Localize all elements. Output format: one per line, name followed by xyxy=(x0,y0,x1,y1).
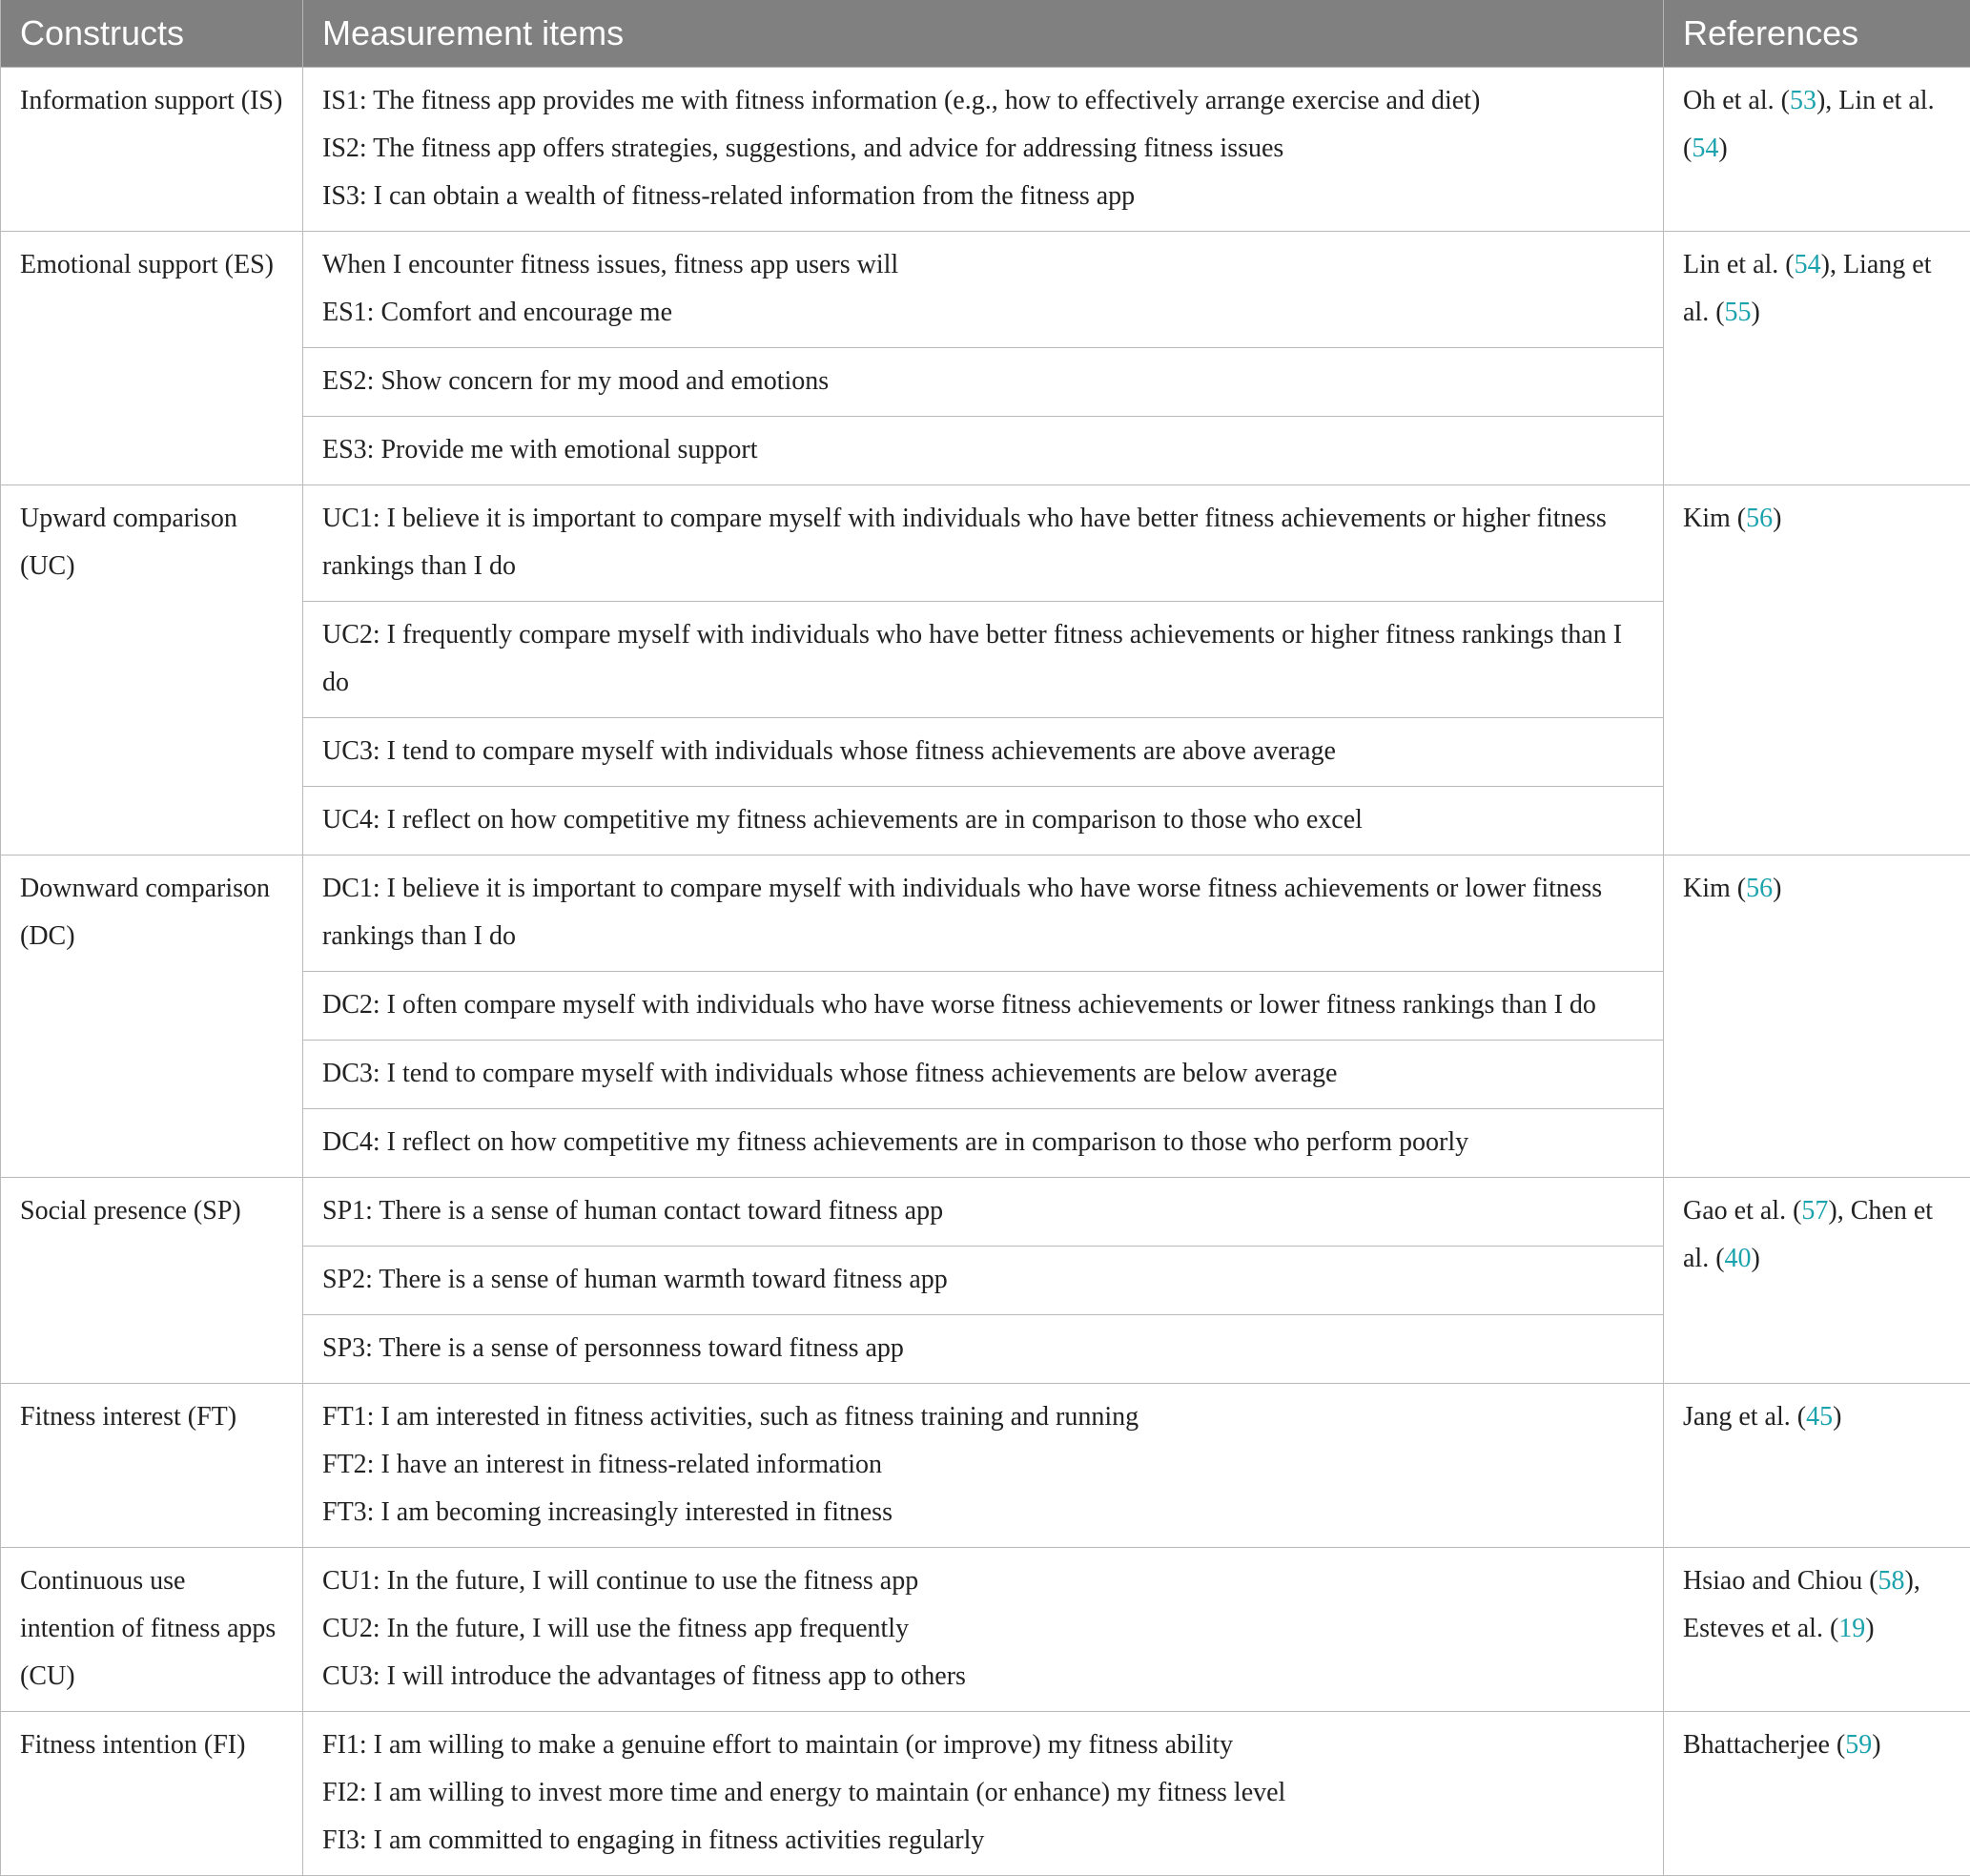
header-row xyxy=(1,0,1970,68)
measurement-item-cell xyxy=(303,856,1664,972)
reference-link[interactable]: 53 xyxy=(1790,86,1816,115)
reference-text: ), Liang et al. ( xyxy=(1683,250,1931,327)
measurement-item-cell xyxy=(303,1109,1664,1178)
reference-text: Bhattacherjee ( xyxy=(1683,1730,1845,1760)
reference-text: Hsiao and Chiou ( xyxy=(1683,1566,1878,1596)
reference-link[interactable]: 59 xyxy=(1845,1730,1872,1760)
measurement-item: FT2: I have an interest in fitness-related information xyxy=(322,1441,1644,1489)
measurement-item: DC2: I often compare myself with individuals who have worse fitness achievements or lower fitness rankings than I do xyxy=(322,981,1644,1029)
table-row xyxy=(1,232,1970,348)
reference-text: ), Lin et al. ( xyxy=(1683,86,1935,163)
reference-text: ) xyxy=(1773,504,1781,533)
table-body xyxy=(1,68,1970,1876)
reference-text: ), Esteves et al. ( xyxy=(1683,1566,1920,1643)
measurement-item-cell xyxy=(303,787,1664,856)
measurement-item: FI1: I am willing to make a genuine effort to maintain (or improve) my fitness ability xyxy=(322,1721,1644,1769)
measurement-item-cell xyxy=(303,485,1664,602)
reference-text: ) xyxy=(1872,1730,1880,1760)
construct-cell: Emotional support (ES) xyxy=(1,232,303,485)
measurement-item: ES2: Show concern for my mood and emotions xyxy=(322,358,1644,405)
measurement-item: ES1: Comfort and encourage me xyxy=(322,289,1644,337)
reference-cell xyxy=(1664,1178,1970,1384)
construct-cell: Fitness intention (FI) xyxy=(1,1712,303,1876)
reference-text: Gao et al. ( xyxy=(1683,1196,1801,1226)
reference-cell xyxy=(1664,1384,1970,1548)
reference-cell xyxy=(1664,1712,1970,1876)
construct-cell: Upward comparison (UC) xyxy=(1,485,303,856)
measurement-item: UC3: I tend to compare myself with individuals whose fitness achievements are above average xyxy=(322,728,1644,775)
reference-link[interactable]: 54 xyxy=(1692,134,1718,163)
reference-link[interactable]: 57 xyxy=(1801,1196,1828,1226)
reference-text: Jang et al. ( xyxy=(1683,1402,1806,1432)
table-header xyxy=(1,0,1970,68)
measurement-item-cell xyxy=(303,602,1664,718)
reference-link[interactable]: 54 xyxy=(1795,250,1821,279)
table-row xyxy=(1,485,1970,602)
reference-text: Kim ( xyxy=(1683,874,1746,903)
measurement-item-cell xyxy=(303,1247,1664,1315)
reference-text: ) xyxy=(1752,298,1760,327)
reference-text: ), Chen et al. ( xyxy=(1683,1196,1933,1273)
measurement-item-cell xyxy=(303,417,1664,485)
reference-link[interactable]: 19 xyxy=(1838,1614,1865,1643)
reference-link[interactable]: 55 xyxy=(1725,298,1752,327)
construct-cell: Downward comparison (DC) xyxy=(1,856,303,1178)
measurement-item-cell xyxy=(303,1384,1664,1548)
reference-link[interactable]: 40 xyxy=(1725,1244,1752,1273)
measurement-item: SP2: There is a sense of human warmth toward fitness app xyxy=(322,1256,1644,1304)
measurement-item: FI3: I am committed to engaging in fitness activities regularly xyxy=(322,1817,1644,1865)
reference-text: ) xyxy=(1773,874,1781,903)
measurement-item: FT1: I am interested in fitness activities, such as fitness training and running xyxy=(322,1393,1644,1441)
measurement-item: UC2: I frequently compare myself with individuals who have better fitness achievements or higher fitness rankings than I do xyxy=(322,611,1644,707)
reference-text: ) xyxy=(1833,1402,1841,1432)
reference-link[interactable]: 56 xyxy=(1746,874,1773,903)
measurement-item: ES3: Provide me with emotional support xyxy=(322,426,1644,474)
table-row xyxy=(1,1712,1970,1876)
reference-text: Lin et al. ( xyxy=(1683,250,1795,279)
measurement-item-cell xyxy=(303,1712,1664,1876)
measurement-item: FI2: I am willing to invest more time and energy to maintain (or enhance) my fitness level xyxy=(322,1769,1644,1817)
measurement-item-cell xyxy=(303,972,1664,1041)
measurement-item: IS2: The fitness app offers strategies, suggestions, and advice for addressing fitness issues xyxy=(322,125,1644,173)
measurement-item: FT3: I am becoming increasingly interested in fitness xyxy=(322,1489,1644,1536)
measurement-item: DC1: I believe it is important to compare myself with individuals who have worse fitness achievements or lower fitness rankings than I do xyxy=(322,865,1644,960)
reference-cell xyxy=(1664,1548,1970,1712)
construct-cell: Social presence (SP) xyxy=(1,1178,303,1384)
measurement-item: DC3: I tend to compare myself with individuals whose fitness achievements are below average xyxy=(322,1050,1644,1098)
measurement-item-cell xyxy=(303,68,1664,232)
measurement-item-cell xyxy=(303,1548,1664,1712)
reference-link[interactable]: 45 xyxy=(1806,1402,1833,1432)
reference-cell xyxy=(1664,485,1970,856)
measurement-item-cell xyxy=(303,718,1664,787)
construct-cell: Continuous use intention of fitness apps (CU) xyxy=(1,1548,303,1712)
header-measurement-items: Measurement items xyxy=(303,0,1664,68)
table-row xyxy=(1,1384,1970,1548)
measurement-item: UC1: I believe it is important to compare myself with individuals who have better fitness achievements or higher fitness rankings than I do xyxy=(322,495,1644,590)
reference-text: Kim ( xyxy=(1683,504,1746,533)
measurement-item: SP3: There is a sense of personness toward fitness app xyxy=(322,1325,1644,1372)
reference-text: ) xyxy=(1752,1244,1760,1273)
measurement-item-cell xyxy=(303,1178,1664,1247)
header-references: References xyxy=(1664,0,1970,68)
construct-cell: Information support (IS) xyxy=(1,68,303,232)
measurement-item: CU2: In the future, I will use the fitness app frequently xyxy=(322,1605,1644,1653)
construct-cell: Fitness interest (FT) xyxy=(1,1384,303,1548)
measurement-item: IS3: I can obtain a wealth of fitness-related information from the fitness app xyxy=(322,173,1644,220)
table-row xyxy=(1,856,1970,972)
reference-text: ) xyxy=(1718,134,1727,163)
reference-cell xyxy=(1664,68,1970,232)
reference-text: Oh et al. ( xyxy=(1683,86,1790,115)
measurement-item: CU3: I will introduce the advantages of fitness app to others xyxy=(322,1653,1644,1701)
measurement-item-cell xyxy=(303,232,1664,348)
reference-link[interactable]: 56 xyxy=(1746,504,1773,533)
measurement-item: UC4: I reflect on how competitive my fitness achievements are in comparison to those who excel xyxy=(322,796,1644,844)
table-row xyxy=(1,1178,1970,1247)
reference-link[interactable]: 58 xyxy=(1878,1566,1905,1596)
reference-text: ) xyxy=(1865,1614,1874,1643)
measurement-item: CU1: In the future, I will continue to use the fitness app xyxy=(322,1557,1644,1605)
measurement-item: IS1: The fitness app provides me with fitness information (e.g., how to effectively arrange exercise and diet) xyxy=(322,77,1644,125)
measurement-item-cell xyxy=(303,1041,1664,1109)
measurement-item-cell xyxy=(303,1315,1664,1384)
table-row xyxy=(1,68,1970,232)
measurement-item-cell xyxy=(303,348,1664,417)
table-row xyxy=(1,1548,1970,1712)
reference-cell xyxy=(1664,856,1970,1178)
measurement-item: SP1: There is a sense of human contact toward fitness app xyxy=(322,1187,1644,1235)
header-constructs: Constructs xyxy=(1,0,303,68)
measurement-item: DC4: I reflect on how competitive my fitness achievements are in comparison to those who perform poorly xyxy=(322,1119,1644,1166)
measurement-item: When I encounter fitness issues, fitness app users will xyxy=(322,241,1644,289)
reference-cell xyxy=(1664,232,1970,485)
